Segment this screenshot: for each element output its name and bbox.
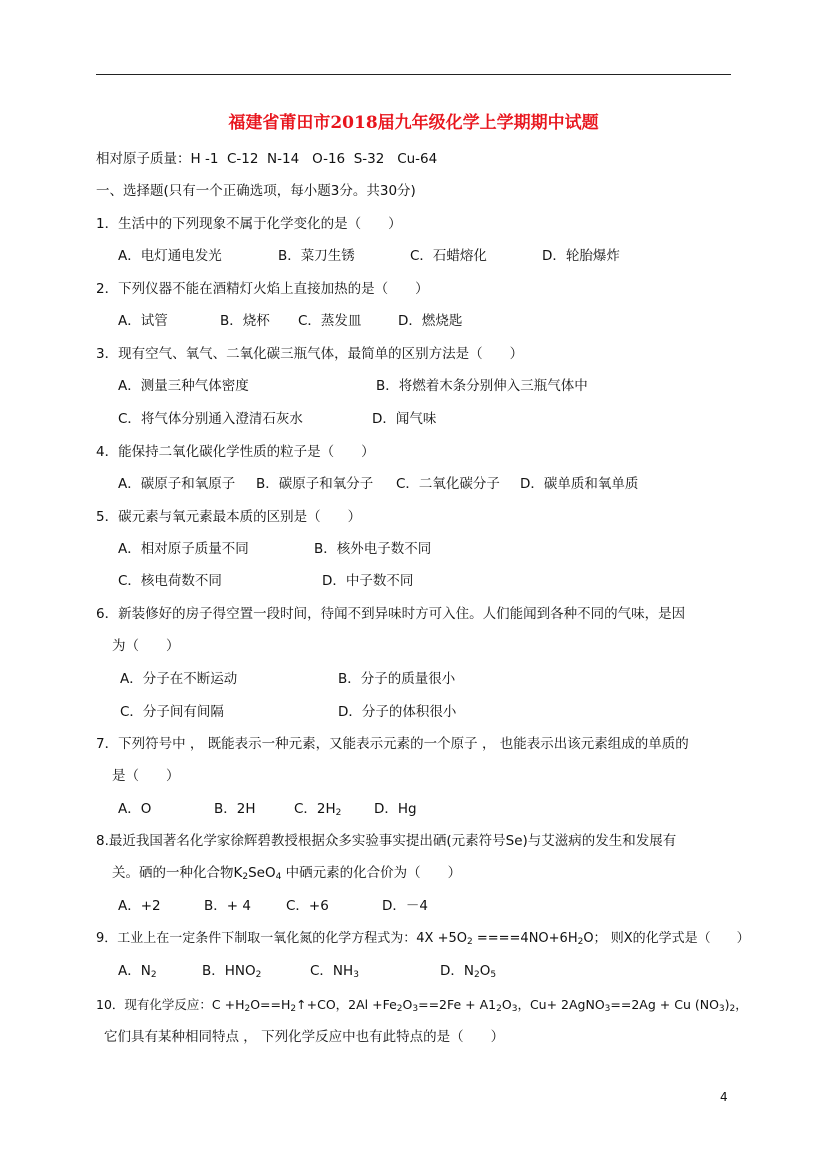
q10-sub-6: 3 — [511, 1004, 518, 1014]
q7-option-d: D．Hg — [374, 801, 417, 817]
atomic-mass-line: 相对原子质量：H -1 C-12 N-14 O-16 S-32 Cu-64 — [96, 151, 438, 167]
q5-option-d: D．中子数不同 — [322, 573, 414, 589]
question-5-stem: 5．碳元素与氧元素最本质的区别是（ ） — [96, 509, 362, 525]
question-8-stem-line1: 8.最近我国著名化学家徐辉碧教授根据众多实验事实提出硒(元素符号Se)与艾滋病的发生和发展有 — [96, 833, 677, 849]
q9-option-a — [118, 962, 157, 984]
question-7-stem-line1: 7．下列符号中 ， 既能表示一种元素，又能表示元素的一个原子 ， 也能表示出该元素组成的单质的 — [96, 736, 689, 752]
q7-option-a: A．O — [118, 801, 152, 817]
question-4-stem: 4．能保持二氧化碳化学性质的粒子是（ ） — [96, 444, 375, 460]
q10-sub-3: 2 — [396, 1004, 403, 1014]
q1-option-b: B．菜刀生锈 — [278, 248, 355, 264]
q9-option-b-text: B．HNO — [202, 963, 256, 979]
q9-option-a-text: A．N — [118, 963, 151, 979]
q8-option-a: A．+2 — [118, 898, 161, 914]
q8-stem2-post: 中硒元素的化合价为（ ） — [281, 865, 462, 881]
q1-option-d: D．轮胎爆炸 — [542, 248, 620, 264]
q6-option-a: A．分子在不断运动 — [120, 671, 238, 687]
q10-sub-9: 2 — [729, 1004, 736, 1014]
q9-option-c-subscript: 3 — [353, 970, 359, 980]
question-1-stem: 1．生活中的下列现象不属于化学变化的是（ ） — [96, 216, 402, 232]
q8-option-c: C．+6 — [286, 898, 329, 914]
q9-option-c — [310, 962, 359, 984]
q2-option-c: C．蒸发皿 — [298, 313, 362, 329]
q1-option-a: A．电灯通电发光 — [118, 248, 222, 264]
q6-option-c: C．分子间有间隔 — [120, 704, 224, 720]
q9-option-d-text: D．N — [440, 963, 474, 979]
q9-option-d-mid: O — [479, 963, 491, 979]
q10-part-5: ==2Fe + A1 — [418, 997, 497, 1012]
page-number: 4 — [720, 1090, 728, 1104]
q2-option-a: A．试管 — [118, 313, 168, 329]
header-rule — [96, 74, 731, 75]
q9-stem-pre: 9．工业上在一定条件下制取一氧化氮的化学方程式为：4X +5O — [96, 931, 467, 946]
q4-option-b: B．碳原子和氧分子 — [256, 476, 374, 492]
q7-option-c-subscript: 2 — [335, 808, 342, 818]
question-10-stem-line1 — [96, 996, 748, 1018]
q4-option-a: A．碳原子和氧原子 — [118, 476, 236, 492]
q8-o-subscript: 4 — [275, 872, 282, 882]
q3-option-a: A．测量三种气体密度 — [118, 378, 249, 394]
q10-sub-2: 2 — [290, 1004, 297, 1014]
q5-option-b: B．核外电子数不同 — [314, 541, 432, 557]
section-heading: 一、选择题(只有一个正确选项，每小题3分。共30分) — [96, 183, 416, 199]
q8-k-subscript: 2 — [242, 872, 249, 882]
q10-part-9: ) — [724, 997, 730, 1012]
q3-option-c: C．将气体分别通入澄清石灰水 — [118, 411, 303, 427]
q7-option-c — [294, 800, 341, 822]
q10-sub-5: 2 — [496, 1004, 502, 1014]
q10-part-7: ，Cu+ 2AgNO — [517, 997, 605, 1012]
q2-option-d: D．燃烧匙 — [398, 313, 463, 329]
question-6-stem-line2: 为（ ） — [112, 638, 180, 654]
q10-part-2: O==H — [250, 997, 291, 1012]
q4-option-d: D．碳单质和氧单质 — [520, 476, 639, 492]
q4-option-c: C．二氧化碳分子 — [396, 476, 500, 492]
question-10-stem-line2: 它们具有某种相同特点 ， 下列化学反应中也有此特点的是（ ） — [104, 1029, 505, 1045]
question-2-stem: 2．下列仪器不能在酒精灯火焰上直接加热的是（ ） — [96, 281, 429, 297]
q9-h2-subscript: 2 — [577, 937, 584, 947]
q10-part-10: ， — [735, 997, 748, 1012]
q9-stem-post: O； 则X的化学式是（ ） — [583, 931, 750, 946]
question-8-stem-line2 — [112, 864, 461, 886]
q8-stem2-pre: 关。硒的一种化合物K — [112, 865, 243, 881]
q7-option-b: B．2H — [214, 801, 256, 817]
q9-stem-mid: ====4NO+6H — [472, 931, 578, 946]
q10-sub-7: 3 — [604, 1004, 611, 1014]
q9-option-d — [440, 962, 496, 984]
q9-option-b — [202, 962, 261, 984]
q8-option-d: D．－4 — [382, 898, 428, 914]
q3-option-d: D．闻气味 — [372, 411, 437, 427]
question-3-stem: 3．现有空气、氧气、二氧化碳三瓶气体，最简单的区别方法是（ ） — [96, 346, 524, 362]
q1-option-c: C．石蜡熔化 — [410, 248, 487, 264]
question-9-stem — [96, 930, 750, 951]
q10-part-4: O — [402, 997, 413, 1012]
q10-part-8: ==2Ag + Cu (NO — [610, 997, 719, 1012]
q10-part-3: ↑+CO，2Al +Fe — [296, 997, 397, 1012]
q9-option-d-subscript-1: 2 — [474, 970, 480, 980]
q9-option-d-subscript-2: 5 — [490, 970, 497, 980]
q7-option-c-text: C．2H — [294, 801, 336, 817]
q9-o2-subscript: 2 — [466, 937, 473, 947]
q6-option-b: B．分子的质量很小 — [338, 671, 456, 687]
q5-option-c: C．核电荷数不同 — [118, 573, 222, 589]
q9-option-c-text: C．NH — [310, 963, 354, 979]
q2-option-b: B．烧杯 — [220, 313, 270, 329]
q9-option-a-subscript: 2 — [150, 970, 157, 980]
q8-option-b: B．+ 4 — [204, 898, 251, 914]
q6-option-d: D．分子的体积很小 — [338, 704, 457, 720]
q10-sub-1: 2 — [244, 1004, 251, 1014]
q10-part-6: O — [501, 997, 512, 1012]
q9-option-b-subscript: 2 — [255, 970, 262, 980]
q5-option-a: A．相对原子质量不同 — [118, 541, 249, 557]
question-6-stem-line1: 6．新装修好的房子得空置一段时间，待闻不到异味时方可入住。人们能闻到各种不同的气味，是因 — [96, 606, 686, 622]
q10-part-1: 10．现有化学反应：C +H — [96, 997, 245, 1012]
q8-se-text: SeO — [248, 865, 276, 881]
q10-sub-8: 3 — [718, 1004, 725, 1014]
exam-title: 福建省莆田市2018届九年级化学上学期期中试题 — [228, 113, 599, 133]
q3-option-b: B．将燃着木条分别伸入三瓶气体中 — [376, 378, 588, 394]
question-7-stem-line2: 是（ ） — [112, 768, 180, 784]
q10-sub-4: 3 — [412, 1004, 419, 1014]
